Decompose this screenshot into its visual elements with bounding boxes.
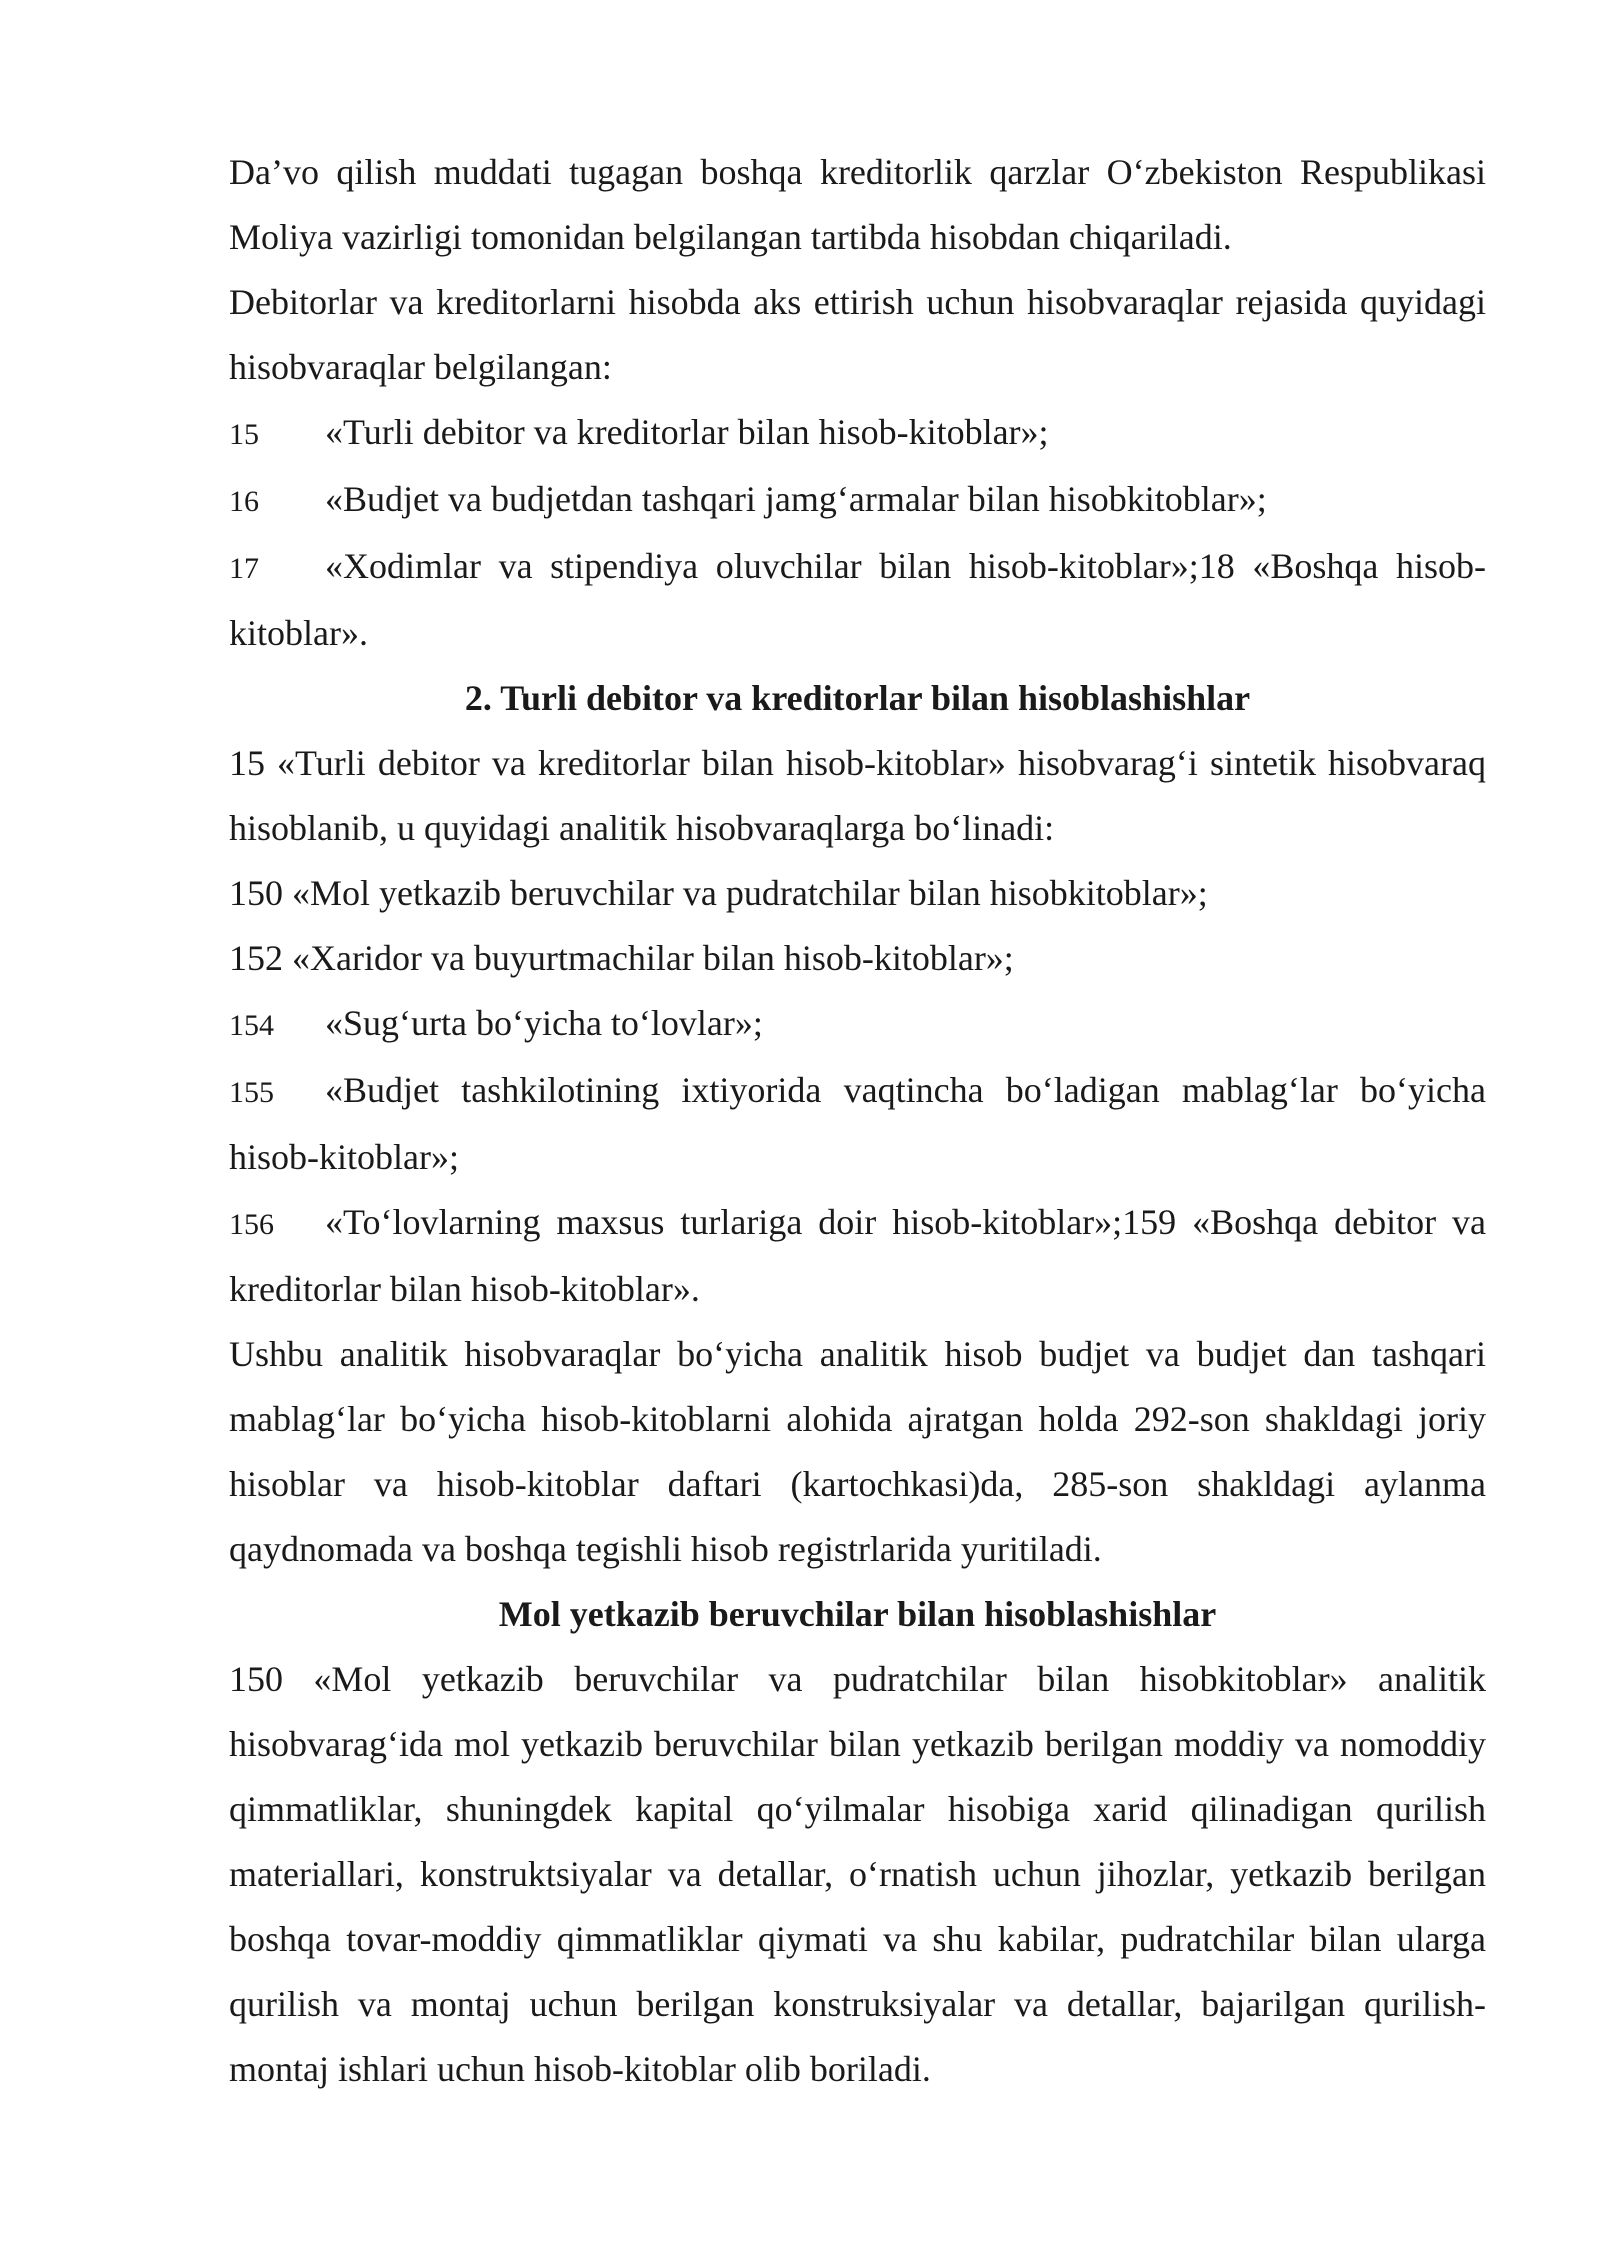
list-item — [229, 991, 1486, 1058]
list-item — [229, 400, 1486, 467]
list-item-number: 154 — [229, 1009, 274, 1042]
section-heading: 2. Turli debitor va kreditorlar bilan hisoblashishlar — [464, 678, 1251, 718]
list-item — [229, 1058, 1486, 1190]
paragraph-account-150: 150 «Mol yetkazib beruvchilar va pudratchilar bilan hisobkitoblar» analitik hisobvarag‘ida mol yetkazib beruvchilar bilan yetkazib berilgan moddiy va nomoddiy qimmatliklar, shuningdek kapital qo‘yilmalar hisobiga xarid qilinadigan qurilish materiallari, konstruktsiyalar va detallar, o‘rnatish uchun jihozlar, yetkazib berilgan boshqa tovar-moddiy qimmatliklar qiymati va shu kabilar, pudratchilar bilan ularga qurilish va montaj uchun berilgan konstruksiyalar va detallar, bajarilgan qurilish-montaj ishlari uchun hisob-kitoblar olib boriladi. — [229, 1659, 1486, 2089]
paragraph-accounts-intro: Debitorlar va kreditorlarni hisobda aks ettirish uchun hisobvaraqlar rejasida quyidagi hisobvaraqlar belgilangan: — [229, 282, 1486, 387]
list-item — [229, 467, 1486, 534]
list-item-number: 156 — [229, 1208, 274, 1241]
paragraph-writeoff: Da’vo qilish muddati tugagan boshqa kreditorlik qarzlar O‘zbekiston Respublikasi Moliya vazirligi tomonidan belgilangan tartibda hisobdan chiqariladi. — [229, 152, 1486, 257]
list-item-number: 15 — [229, 418, 259, 451]
list-item — [229, 1190, 1486, 1322]
section-heading: Mol yetkazib beruvchilar bilan hisoblashishlar — [498, 1594, 1217, 1634]
list-item-number: 155 — [229, 1076, 274, 1109]
list-item-text: «Xodimlar va stipendiya oluvchilar bilan hisob-kitoblar»;18 «Boshqa hisob-kitoblar». — [229, 546, 1486, 653]
list-item-text: «Budjet tashkilotining ixtiyorida vaqtincha bo‘ladigan mablag‘lar bo‘yicha hisob-kitoblar»; — [229, 1070, 1486, 1177]
list-item — [229, 534, 1486, 666]
line-account-150: 150 «Mol yetkazib beruvchilar va pudratchilar bilan hisobkitoblar»; — [229, 873, 1208, 913]
list-item-text: «To‘lovlarning maxsus turlariga doir hisob-kitoblar»;159 «Boshqa debitor va kreditorlar bilan hisob-kitoblar». — [229, 1202, 1486, 1309]
paragraph-account-15: 15 «Turli debitor va kreditorlar bilan hisob-kitoblar» hisobvarag‘i sintetik hisobvaraq hisoblanib, u quyidagi analitik hisobvaraqlarga bo‘linadi: — [229, 743, 1486, 848]
paragraph-analytic-accounting: Ushbu analitik hisobvaraqlar bo‘yicha analitik hisob budjet va budjet dan tashqari mablag‘lar bo‘yicha hisob-kitoblarni alohida ajratgan holda 292-son shakldagi joriy hisoblar va hisob-kitoblar daftari (kartochkasi)da, 285-son shakldagi aylanma qaydnomada va boshqa tegishli hisob registrlarida yuritiladi. — [229, 1334, 1486, 1569]
list-item-text: «Budjet va budjetdan tashqari jamg‘armalar bilan hisobkitoblar»; — [325, 479, 1267, 519]
list-item-text: «Turli debitor va kreditorlar bilan hisob-kitoblar»; — [325, 412, 1049, 452]
list-item-text: «Sug‘urta bo‘yicha to‘lovlar»; — [325, 1003, 763, 1043]
line-account-152: 152 «Xaridor va buyurtmachilar bilan hisob-kitoblar»; — [229, 938, 1014, 978]
document-page — [229, 140, 1486, 2102]
list-item-number: 16 — [229, 485, 259, 518]
list-item-number: 17 — [229, 552, 259, 585]
